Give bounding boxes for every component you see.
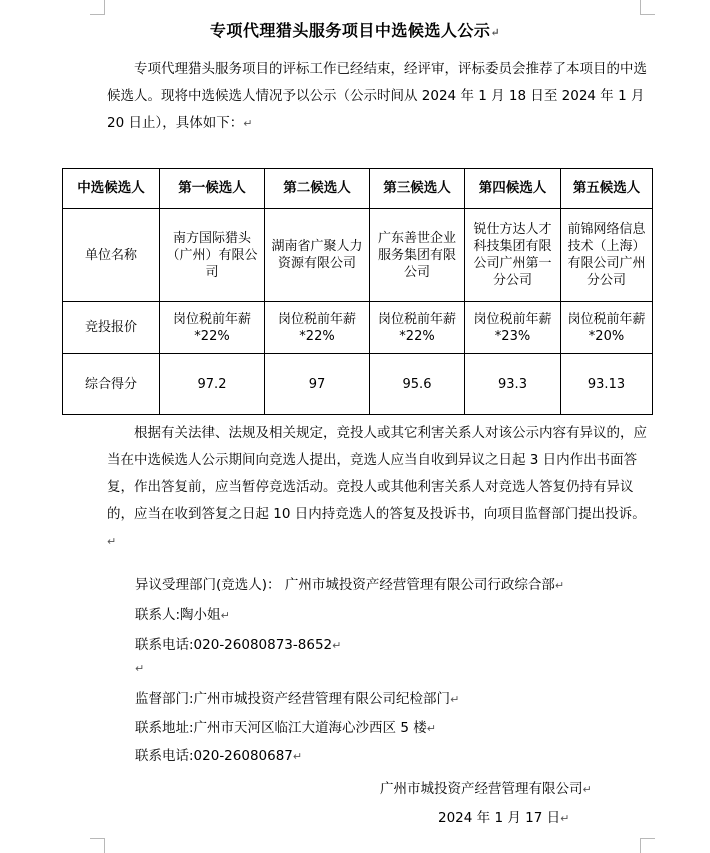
table-row [63,209,653,302]
table-cell: 广东善世企业服务集团有限公司 [370,209,465,302]
empty-line: ↵ [135,662,145,675]
table-row [63,354,653,415]
row-label: 竞投报价 [63,302,160,354]
row-label: 综合得分 [63,354,160,415]
contact-phone-line: 联系电话:020-26080873-8652↵ [135,637,342,653]
table-cell: 岗位税前年薪*22% [370,302,465,354]
table-cell: 湖南省广聚人力资源有限公司 [265,209,370,302]
table-cell: 岗位税前年薪*23% [465,302,561,354]
intro-paragraph: 专项代理猎头服务项目的评标工作已经结束，经评审，评标委员会推荐了本项目的中选候选人。现将中选候选人情况予以公示（公示时间从 2024 年 1 月 18 日至 2024 年 1 月 20 日止），具体如下：↵ [107,61,647,131]
table-row [63,302,653,354]
table-cell: 97 [265,354,370,415]
supervision-phone-line: 联系电话:020-26080687↵ [135,748,303,764]
table-cell: 前锦网络信息技术（上海）有限公司广州分公司 [561,209,653,302]
table-cell: 岗位税前年薪*22% [160,302,265,354]
crop-mark-top-right [640,0,655,15]
table-cell: 岗位税前年薪*22% [265,302,370,354]
contact-address-line: 联系地址:广州市天河区临江大道海心沙西区 5 楼↵ [135,720,436,736]
crop-mark-top-left [90,0,105,15]
document-title: 专项代理猎头服务项目中选候选人公示↵ [209,21,501,40]
crop-mark-bottom-right [640,838,655,853]
candidates-table [62,168,653,415]
supervision-dept-line: 监督部门:广州市城投资产经营管理有限公司纪检部门↵ [135,691,460,707]
table-header: 第四候选人 [465,169,561,209]
table-cell: 岗位税前年薪*20% [561,302,653,354]
signature-company: 广州市城投资产经营管理有限公司↵ [380,781,592,797]
table-cell: 锐仕方达人才科技集团有限公司广州第一分公司 [465,209,561,302]
table-header: 第三候选人 [370,169,465,209]
signature-date: 2024 年 1 月 17 日↵ [438,810,570,826]
table-cell: 95.6 [370,354,465,415]
table-header: 第一候选人 [160,169,265,209]
objection-dept-line: 异议受理部门(竞选人)： 广州市城投资产经营管理有限公司行政综合部↵ [135,577,565,593]
crop-mark-bottom-left [90,838,105,853]
table-header: 第二候选人 [265,169,370,209]
contact-person-line: 联系人:陶小姐↵ [135,607,230,623]
table-header-row [63,169,653,209]
table-cell: 93.13 [561,354,653,415]
row-label: 单位名称 [63,209,160,302]
objection-notice-paragraph: 根据有关法律、法规及相关规定，竞投人或其它利害关系人对该公示内容有异议的，应当在中选候选人公示期间向竞选人提出，竞选人应当自收到异议之日起 3 日内作出书面答复，作出答复前，应当暂停竞选活动。竞投人或其他利害关系人对竞选人答复仍持有异议的，应当在收到答复之日起 10 日内持竞选人的答复及投诉书，向项目监督部门提出投诉。↵ [107,425,647,548]
table-cell: 93.3 [465,354,561,415]
table-header: 第五候选人 [561,169,653,209]
table-header: 中选候选人 [63,169,160,209]
table-cell: 97.2 [160,354,265,415]
table-cell: 南方国际猎头（广州）有限公司 [160,209,265,302]
